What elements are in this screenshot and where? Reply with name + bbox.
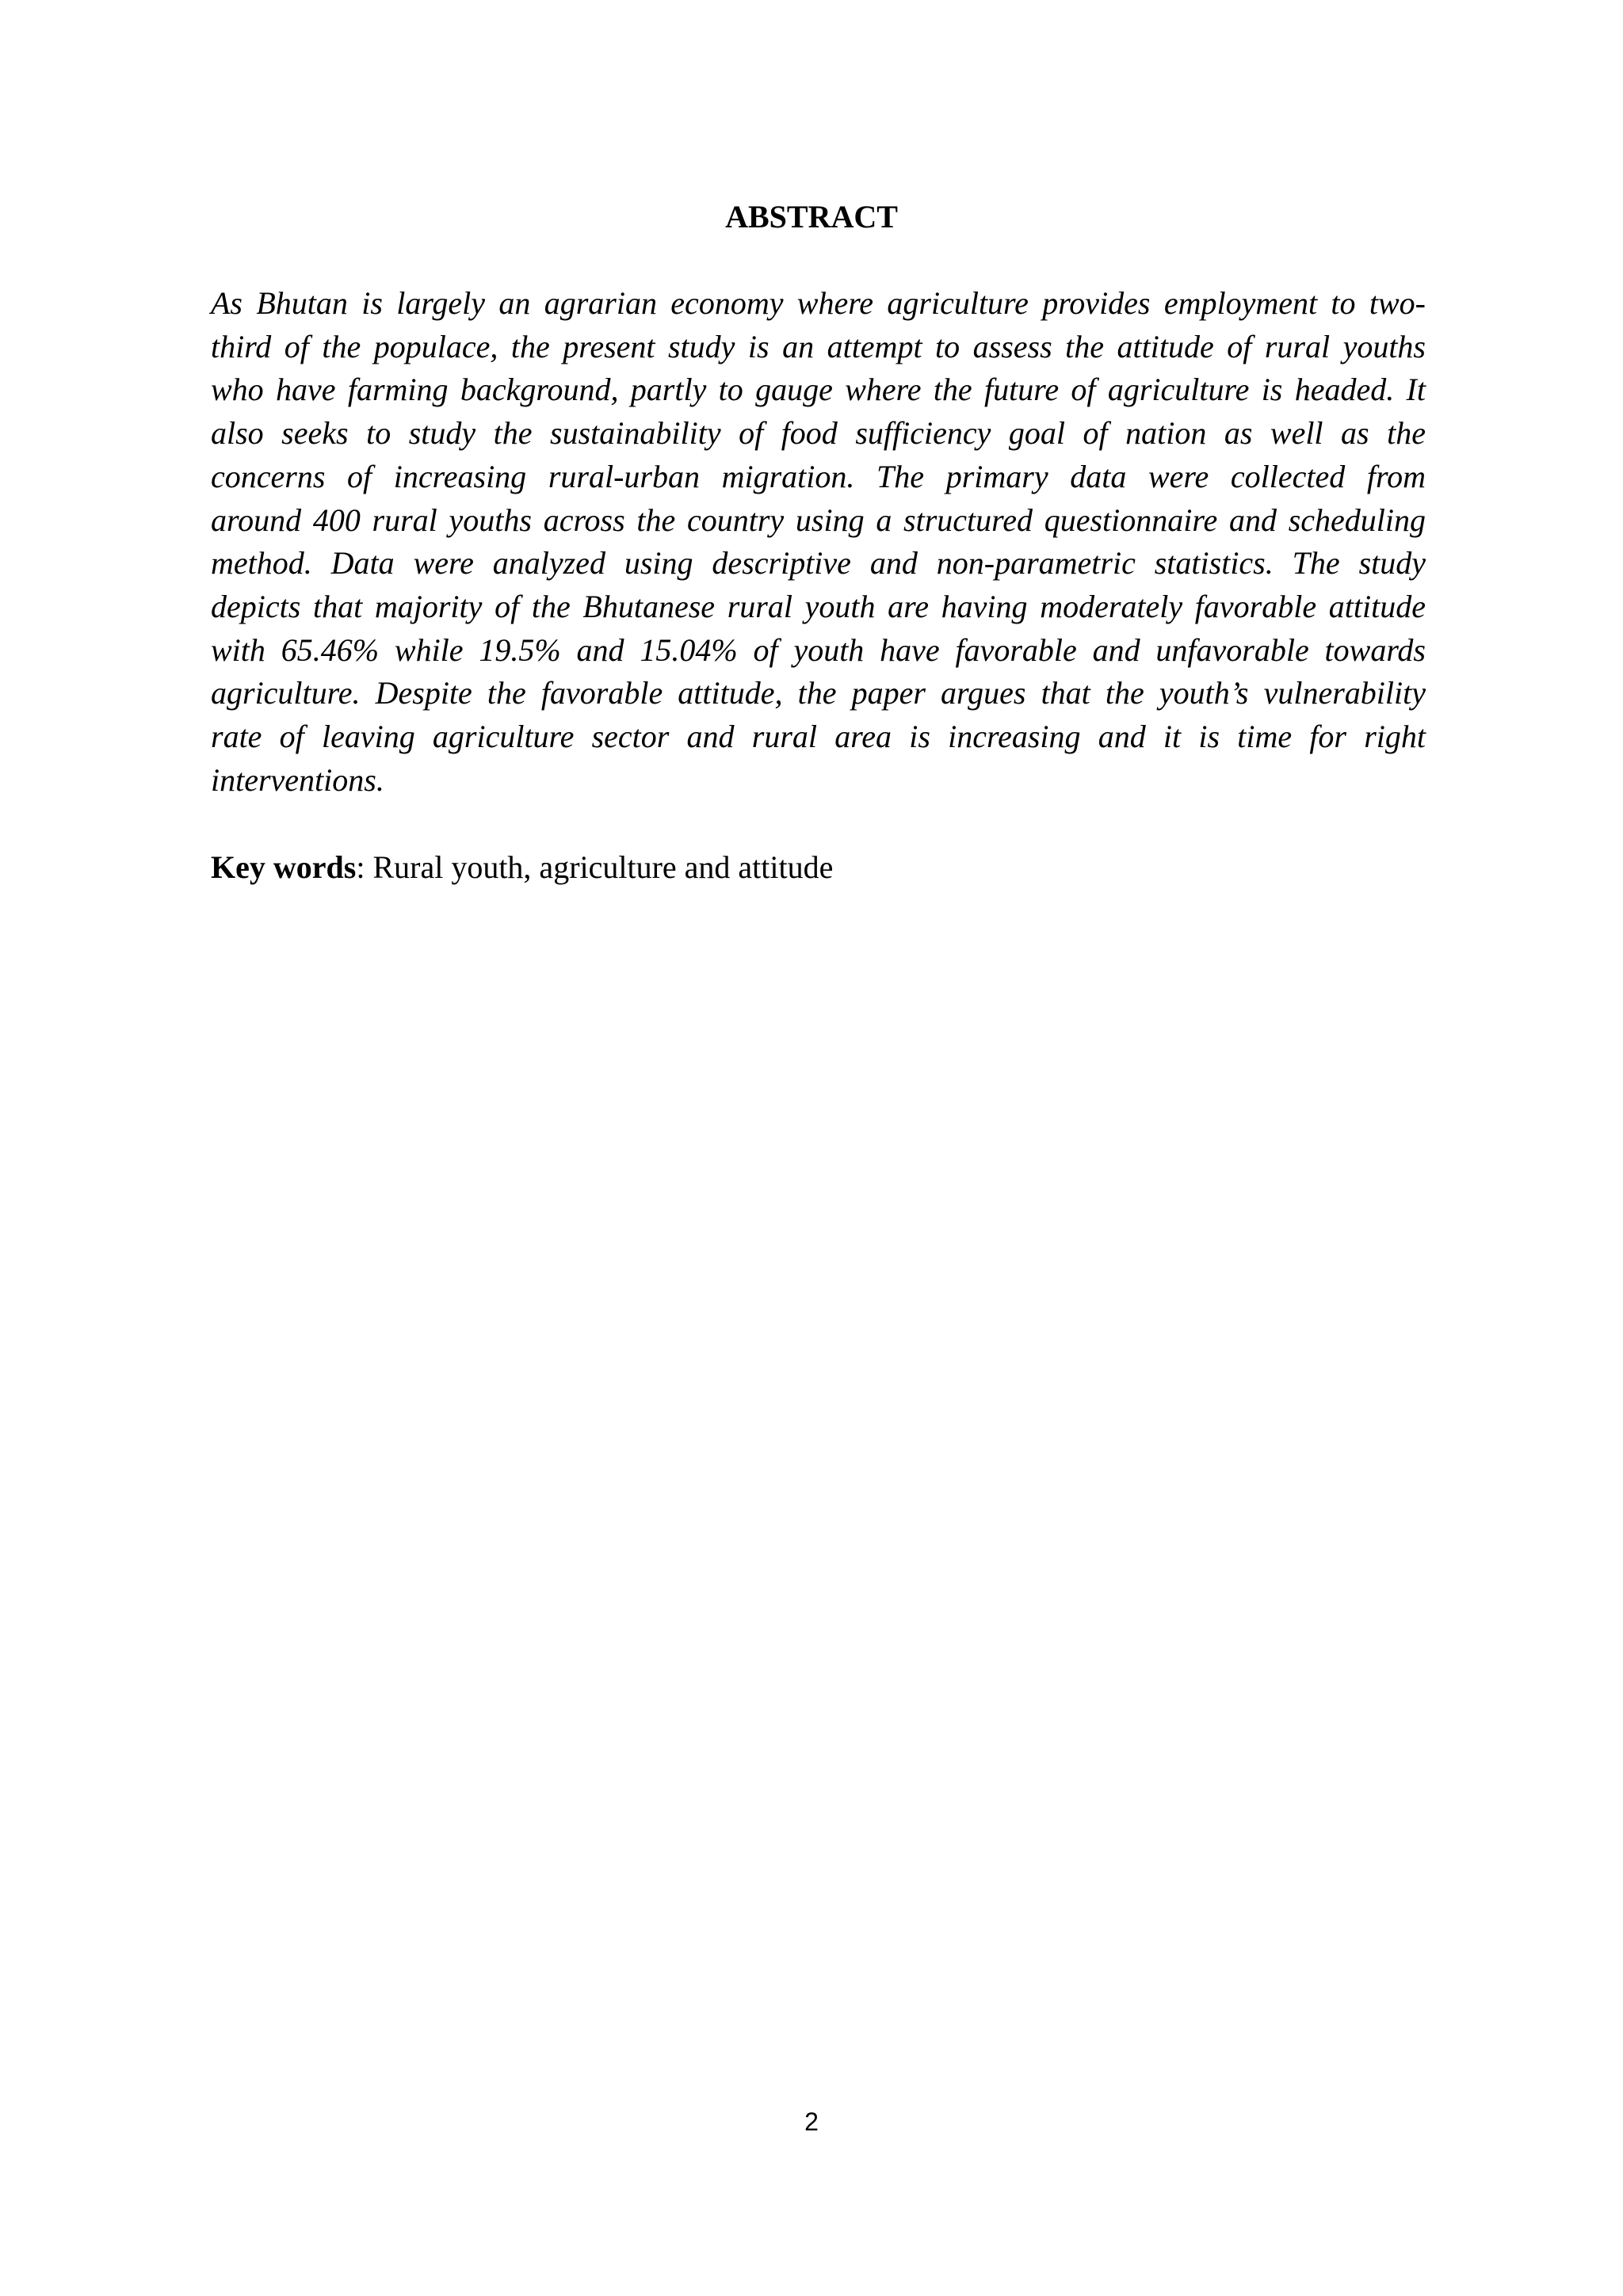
abstract-line: interventions. xyxy=(211,761,384,798)
abstract-line: also seeks to study the sustainability of food sufficiency goal of nation as well as the xyxy=(211,415,1426,452)
abstract-paragraph xyxy=(211,282,1426,802)
abstract-line: method. Data were analyzed using descriptive and non-parametric statistics. The study xyxy=(211,545,1426,582)
abstract-line: with 65.46% while 19.5% and 15.04% of youth have favorable and unfavorable towards xyxy=(211,631,1426,668)
keywords-text: Rural youth, agriculture and attitude xyxy=(372,849,834,885)
page-number: 2 xyxy=(804,2107,819,2136)
abstract-line: third of the populace, the present study is an attempt to assess the attitude of rural youths xyxy=(211,328,1426,364)
abstract-line: around 400 rural youths across the country using a structured questionnaire and scheduling xyxy=(211,502,1426,538)
abstract-line: depicts that majority of the Bhutanese rural youth are having moderately favorable attitude xyxy=(211,588,1426,624)
abstract-line: who have farming background, partly to gauge where the future of agriculture is headed. It xyxy=(211,372,1426,408)
keywords-line xyxy=(211,847,833,888)
abstract-line: concerns of increasing rural-urban migration. The primary data were collected from xyxy=(211,458,1426,494)
abstract-line: As Bhutan is largely an agrarian economy where agriculture provides employment to two- xyxy=(211,285,1426,321)
abstract-line: rate of leaving agriculture sector and rural area is increasing and it is time for right xyxy=(211,719,1426,755)
abstract-line: agriculture. Despite the favorable attitude, the paper argues that the youth’s vulnerability xyxy=(211,675,1426,711)
abstract-heading: ABSTRACT xyxy=(725,199,898,235)
keywords-separator: : xyxy=(356,849,373,885)
keywords-label: Key words xyxy=(211,849,357,885)
